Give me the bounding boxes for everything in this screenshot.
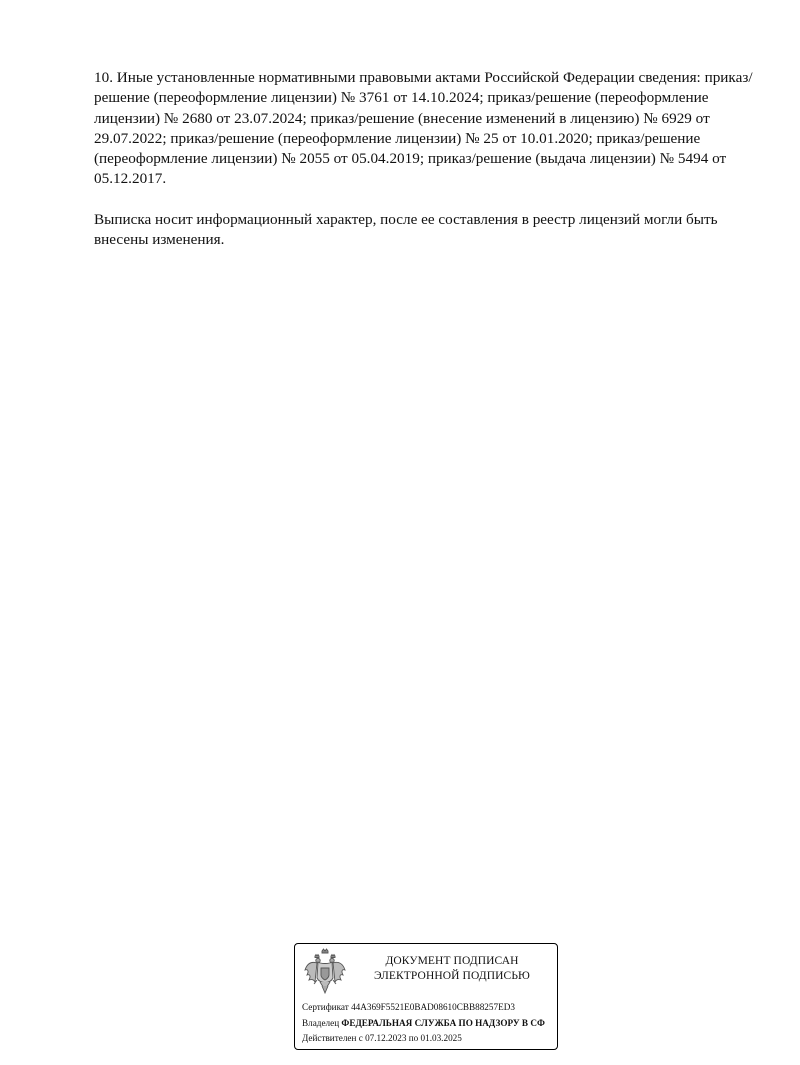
- stamp-title-line2: ЭЛЕКТРОННОЙ ПОДПИСЬЮ: [374, 969, 530, 982]
- stamp-title-line1: ДОКУМЕНТ ПОДПИСАН: [385, 955, 519, 967]
- document-body: [94, 68, 754, 250]
- certificate-label: Сертификат: [302, 1002, 349, 1012]
- owner-label: Владелец: [302, 1018, 340, 1028]
- validity-line: Действителен с 07.12.2023 по 01.03.2025: [302, 1033, 462, 1043]
- stamp-title: [351, 954, 553, 983]
- paragraph-disclaimer: Выписка носит информационный характер, после ее составления в реестр лицензий могли быть внесены изменения.: [94, 210, 718, 249]
- certificate-value: 44A369F5521E0BAD08610CBB88257ED3: [351, 1002, 515, 1012]
- certificate-line: [302, 1001, 515, 1013]
- electronic-signature-stamp: [294, 943, 558, 1050]
- paragraph-other-information: 10. Иные установленные нормативными правовыми актами Российской Федерации сведения: приказ/решение (переоформление лицензии) № 3761 от 14.10.2024; приказ/решение (переоформление лицензии) № 2680 от 23.07.2024; приказ/решение (внесение изменений в лицензию) № 6929 от 29.07.2022; приказ/решение (переоформление лицензии) № 25 от 10.01.2020; приказ/решение (переоформление лицензии) № 2055 от 05.04.2019; приказ/решение (выдача лицензии) № 5494 от 05.12.2017.: [94, 69, 753, 188]
- owner-line: [302, 1017, 545, 1029]
- coat-of-arms-icon: [303, 948, 347, 996]
- owner-value: ФЕДЕРАЛЬНАЯ СЛУЖБА ПО НАДЗОРУ В СФ: [341, 1018, 545, 1028]
